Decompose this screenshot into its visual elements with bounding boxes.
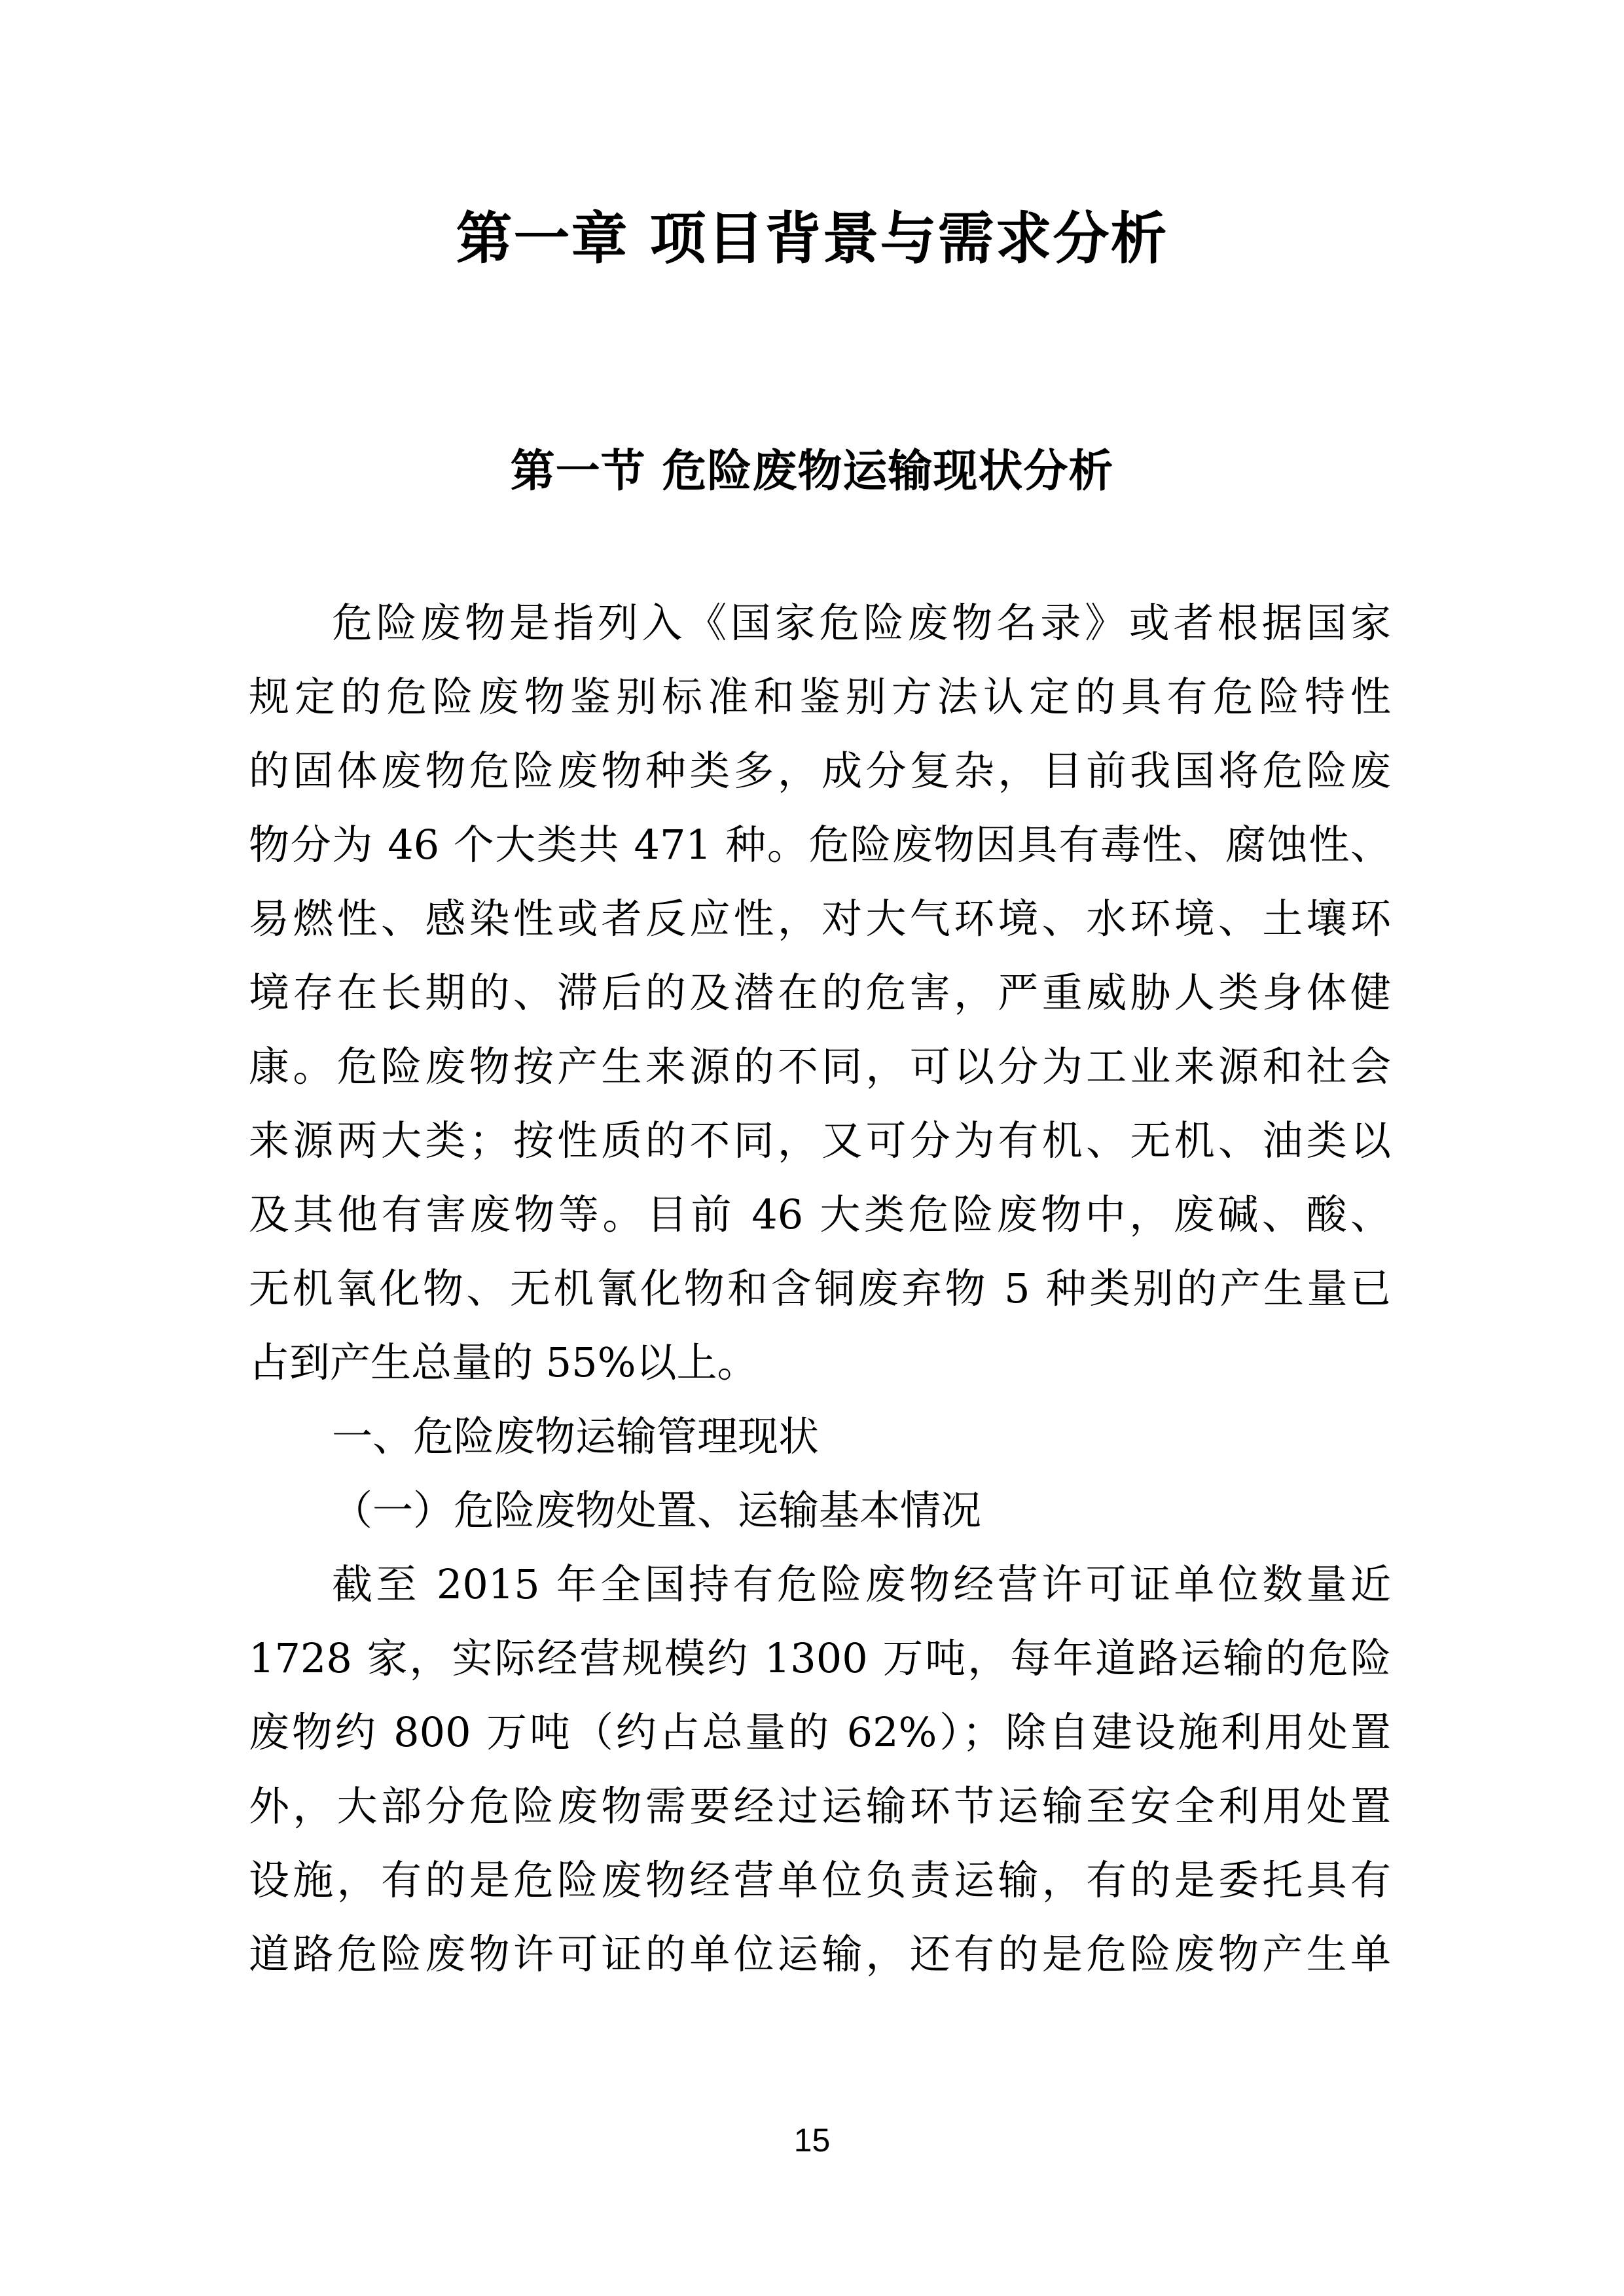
paragraph-line: 危险废物是指列入《国家危险废物名录》或者根据国家 bbox=[332, 599, 1391, 647]
section-title: 第一节 危险废物运输现状分析 bbox=[510, 445, 1114, 497]
paragraph-line: 废物约 800 万吨（约占总量的 62%）；除自建设施利用处置 bbox=[249, 1708, 1391, 1756]
paragraph-line: 设施，有的是危险废物经营单位负责运输，有的是委托具有 bbox=[249, 1856, 1391, 1904]
paragraph-line: 的固体废物危险废物种类多，成分复杂，目前我国将危险废 bbox=[249, 747, 1391, 795]
subheading-level-2: （一）危险废物处置、运输基本情况 bbox=[332, 1486, 982, 1534]
paragraph-line: 康。危险废物按产生来源的不同，可以分为工业来源和社会 bbox=[249, 1043, 1391, 1090]
paragraph-line: 及其他有害废物等。目前 46 大类危险废物中，废碱、酸、 bbox=[249, 1191, 1391, 1238]
paragraph-line: 占到产生总量的 55%以上。 bbox=[249, 1338, 758, 1386]
paragraph-line: 1728 家，实际经营规模约 1300 万吨，每年道路运输的危险 bbox=[249, 1634, 1391, 1682]
paragraph-line: 规定的危险废物鉴别标准和鉴别方法认定的具有危险特性 bbox=[249, 673, 1391, 721]
paragraph-line: 无机氧化物、无机氰化物和含铜废弃物 5 种类别的产生量已 bbox=[249, 1265, 1391, 1312]
paragraph-line: 易燃性、感染性或者反应性，对大气环境、水环境、土壤环 bbox=[249, 895, 1391, 942]
subheading-level-1: 一、危险废物运输管理现状 bbox=[332, 1412, 820, 1460]
page-number: 15 bbox=[793, 2122, 831, 2159]
paragraph-line: 物分为 46 个大类共 471 种。危险废物因具有毒性、腐蚀性、 bbox=[249, 821, 1391, 869]
paragraph-line: 外，大部分危险废物需要经过运输环节运输至安全利用处置 bbox=[249, 1782, 1391, 1830]
paragraph-line: 截至 2015 年全国持有危险废物经营许可证单位数量近 bbox=[332, 1560, 1391, 1608]
paragraph-line: 境存在长期的、滞后的及潜在的危害，严重威胁人类身体健 bbox=[249, 969, 1391, 1016]
paragraph-line: 道路危险废物许可证的单位运输，还有的是危险废物产生单 bbox=[249, 1930, 1391, 1978]
paragraph-line: 来源两大类；按性质的不同，又可分为有机、无机、油类以 bbox=[249, 1117, 1391, 1164]
chapter-title: 第一章 项目背景与需求分析 bbox=[456, 206, 1168, 272]
